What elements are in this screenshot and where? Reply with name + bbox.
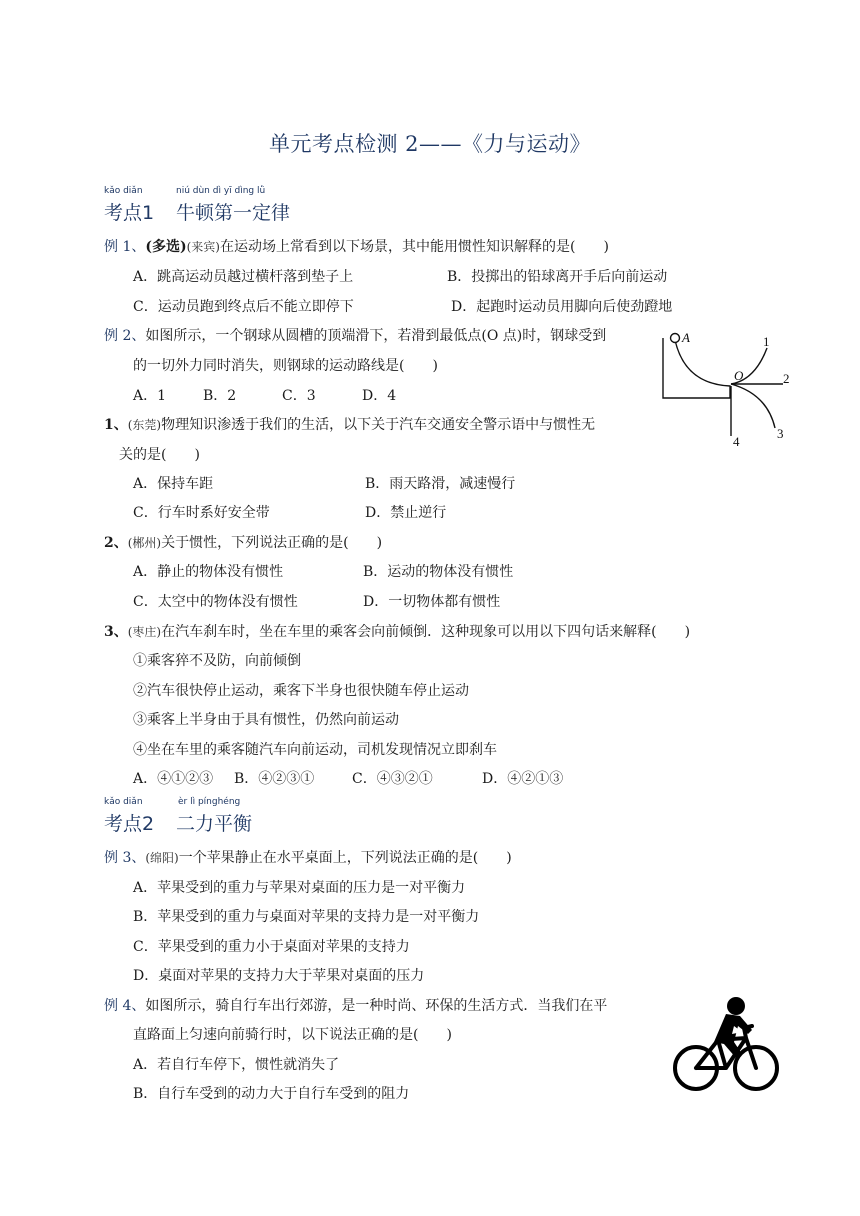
example-1-text: 在运动场上常看到以下场景，其中能用惯性知识解释的是( ) — [219, 239, 609, 255]
question-1-option-c: C．行车时系好安全带 — [133, 505, 270, 521]
example-1-option-b: B．投掷出的铅球离开手后向前运动 — [447, 269, 668, 285]
example-2-option-c: C．3 — [282, 388, 316, 404]
question-3-option-b: B．④②③① — [234, 771, 315, 787]
question-2-option-a: A．静止的物体没有惯性 — [133, 564, 284, 580]
example-2-line1: 如图所示，一个钢球从圆槽的顶端滑下，若滑到最低点(O 点)时，钢球受到 — [145, 328, 607, 344]
section1-name: 牛顿第一定律 — [176, 202, 291, 224]
question-3-item-2: ②汽车很快停止运动，乘客下半身也很快随车停止运动 — [133, 683, 469, 699]
question-3-label: 3、 — [104, 624, 128, 640]
question-2-option-c: C．太空中的物体没有惯性 — [133, 594, 298, 610]
example-2-option-b: B．2 — [203, 388, 237, 404]
path-4-label: 4 — [733, 434, 740, 449]
path-1-label: 1 — [763, 334, 770, 349]
path-3-label: 3 — [777, 426, 784, 441]
example-4-option-b: B．自行车受到的动力大于自行车受到的阻力 — [133, 1086, 410, 1102]
groove-figure — [655, 326, 800, 456]
question-3-option-c: C．④③②① — [352, 771, 433, 787]
steel-ball — [671, 334, 680, 343]
question-1-option-d: D．禁止逆行 — [365, 505, 447, 521]
question-2-label: 2、 — [104, 535, 128, 551]
rider-head — [727, 997, 745, 1015]
question-2-stem — [104, 532, 382, 552]
example-3-text: 一个苹果静止在水平桌面上，下列说法正确的是( ) — [178, 850, 512, 866]
example-2-line2: 的一切外力同时消失，则钢球的运动路线是( ) — [133, 358, 438, 374]
section2-label: 考点2 — [104, 813, 155, 835]
point-a-label: A — [682, 330, 690, 345]
question-2-option-b: B．运动的物体没有惯性 — [363, 564, 514, 580]
example-4-option-a: A．若自行车停下，惯性就消失了 — [133, 1057, 340, 1073]
groove-outline — [663, 338, 730, 398]
section2-pinyin-b: èr lì pínghéng — [178, 797, 241, 807]
question-3-item-1: ①乘客猝不及防，向前倾倒 — [133, 653, 301, 669]
question-3-option-d: D．④②①③ — [482, 771, 564, 787]
question-3-item-4: ④坐在车里的乘客随汽车向前运动，司机发现情况立即刹车 — [133, 742, 497, 758]
section2-pinyin-a: kǎo diǎn — [104, 797, 143, 807]
question-3-source: (枣庄) — [127, 625, 162, 639]
example-3-option-d: D．桌面对苹果的支持力大于苹果对桌面的压力 — [133, 968, 425, 984]
example-1-option-a: A．跳高运动员越过横杆落到垫子上 — [133, 269, 354, 285]
example-1-stem — [104, 236, 609, 256]
example-3-source: (绵阳) — [145, 851, 179, 865]
path-3 — [731, 384, 775, 428]
question-1-option-b: B．雨天路滑，减速慢行 — [365, 476, 516, 492]
path-2-label: 2 — [783, 371, 790, 386]
example-3-stem — [104, 847, 512, 867]
example-3-label: 例 3、 — [104, 850, 146, 866]
example-4-line1: 如图所示，骑自行车出行郊游，是一种时尚、环保的生活方式．当我们在平 — [145, 998, 608, 1014]
page-title: 单元考点检测 2——《力与运动》 — [268, 132, 592, 156]
question-2-source: (郴州) — [127, 536, 162, 550]
example-2-label: 例 2、 — [104, 328, 146, 344]
section1-pinyin-a: kǎo diǎn — [104, 186, 143, 196]
example-2-option-a: A．1 — [133, 388, 167, 404]
section1-pinyin-b: niú dùn dì yī dìng lǜ — [176, 186, 266, 196]
cyclist-figure — [668, 992, 784, 1096]
example-3-option-c: C．苹果受到的重力小于桌面对苹果的支持力 — [133, 939, 410, 955]
question-1-option-a: A．保持车距 — [133, 476, 214, 492]
example-1-source: (来宾) — [186, 240, 220, 254]
example-3-option-b: B．苹果受到的重力与桌面对苹果的支持力是一对平衡力 — [133, 909, 480, 925]
example-1-option-c: C．运动员跑到终点后不能立即停下 — [133, 299, 354, 315]
section2-name: 二力平衡 — [176, 813, 253, 835]
question-1-line1: 物理知识渗透于我们的生活，以下关于汽车交通安全警示语中与惯性无 — [161, 417, 596, 433]
example-4-label: 例 4、 — [104, 998, 146, 1014]
section1-label: 考点1 — [104, 202, 155, 224]
example-1-option-d: D．起跑时运动员用脚向后使劲蹬地 — [451, 299, 673, 315]
question-3-stem — [104, 621, 690, 641]
question-1-source: (东莞) — [127, 418, 162, 432]
question-1-line2: 关的是( ) — [119, 447, 200, 463]
point-o-label: O — [734, 368, 744, 383]
question-3-option-a: A．④①②③ — [133, 771, 214, 787]
example-3-option-a: A．苹果受到的重力与苹果对桌面的压力是一对平衡力 — [133, 880, 466, 896]
multi-select-tag: (多选) — [145, 239, 187, 255]
question-2-text: 关于惯性，下列说法正确的是( ) — [161, 535, 383, 551]
question-1-stem — [104, 414, 595, 434]
example-1-label: 例 1、 — [104, 239, 146, 255]
question-2-option-d: D．一切物体都有惯性 — [363, 594, 501, 610]
question-3-text: 在汽车刹车时，坐在车里的乘客会向前倾倒．这种现象可以用以下四句话来解释( ) — [161, 624, 691, 640]
example-4-line2: 直路面上匀速向前骑行时，以下说法正确的是( ) — [133, 1027, 452, 1043]
example-4-stem — [104, 995, 607, 1015]
example-2-stem — [104, 325, 606, 345]
question-1-label: 1、 — [104, 417, 128, 433]
question-3-item-3: ③乘客上半身由于具有惯性，仍然向前运动 — [133, 712, 399, 728]
example-2-option-d: D．4 — [362, 388, 397, 404]
